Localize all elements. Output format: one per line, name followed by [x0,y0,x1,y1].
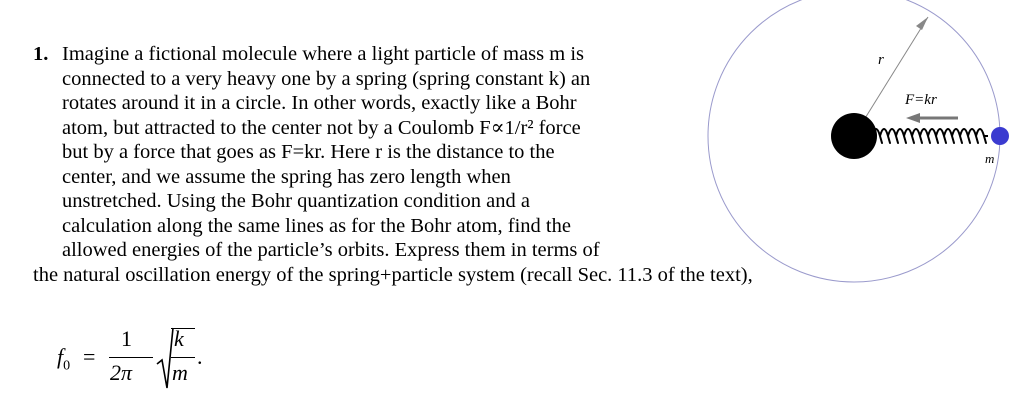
problem-line-4: atom, but attracted to the center not by a Coulomb F∝1/r² force [62,116,581,139]
problem-number: 1. [33,43,49,65]
mass-label: m [985,151,995,166]
force-arrowhead [906,113,920,123]
problem-line-1 [33,42,903,67]
light-particle [991,127,1009,145]
fraction-bar [109,357,153,358]
radius-label: r [878,52,884,68]
problem-line-8: calculation along the same lines as for the Bohr atom, find the [62,214,571,237]
force-label: F=kr [905,92,937,108]
problem-line-3: rotates around it in a circle. In other words, exactly like a Bohr [62,92,577,114]
radicand-denominator: m [172,360,188,385]
formula-period: . [197,344,203,369]
radius-arrowhead [916,17,928,30]
formula-denominator: 2π [110,360,133,385]
formula-numerator: 1 [121,326,132,351]
radicand-numerator: k [174,326,184,351]
formula-equals: = [83,344,96,369]
radicand-fraction-bar [171,357,195,358]
problem-line-2: connected to a very heavy one by a spring (spring constant k) an [62,67,591,90]
problem-text [33,42,903,287]
problem-line-9: allowed energies of the particle’s orbits. Express them in terms of [62,239,600,261]
problem-line-10: the natural oscillation energy of the spring+particle system (recall Sec. 11.3 of the text), [33,263,753,286]
problem-line-6: center, and we assume the spring has zero length when [62,165,511,188]
problem-line-5: but by a force that goes as F=kr. Here r is the distance to the [62,141,555,163]
frequency-formula [57,326,217,396]
formula-lhs: $f_0$ [57,344,71,374]
problem-line-7: unstretched. Using the Bohr quantization condition and a [62,190,530,212]
problem-line-text: Imagine a fictional molecule where a light particle of mass m is [62,43,584,65]
